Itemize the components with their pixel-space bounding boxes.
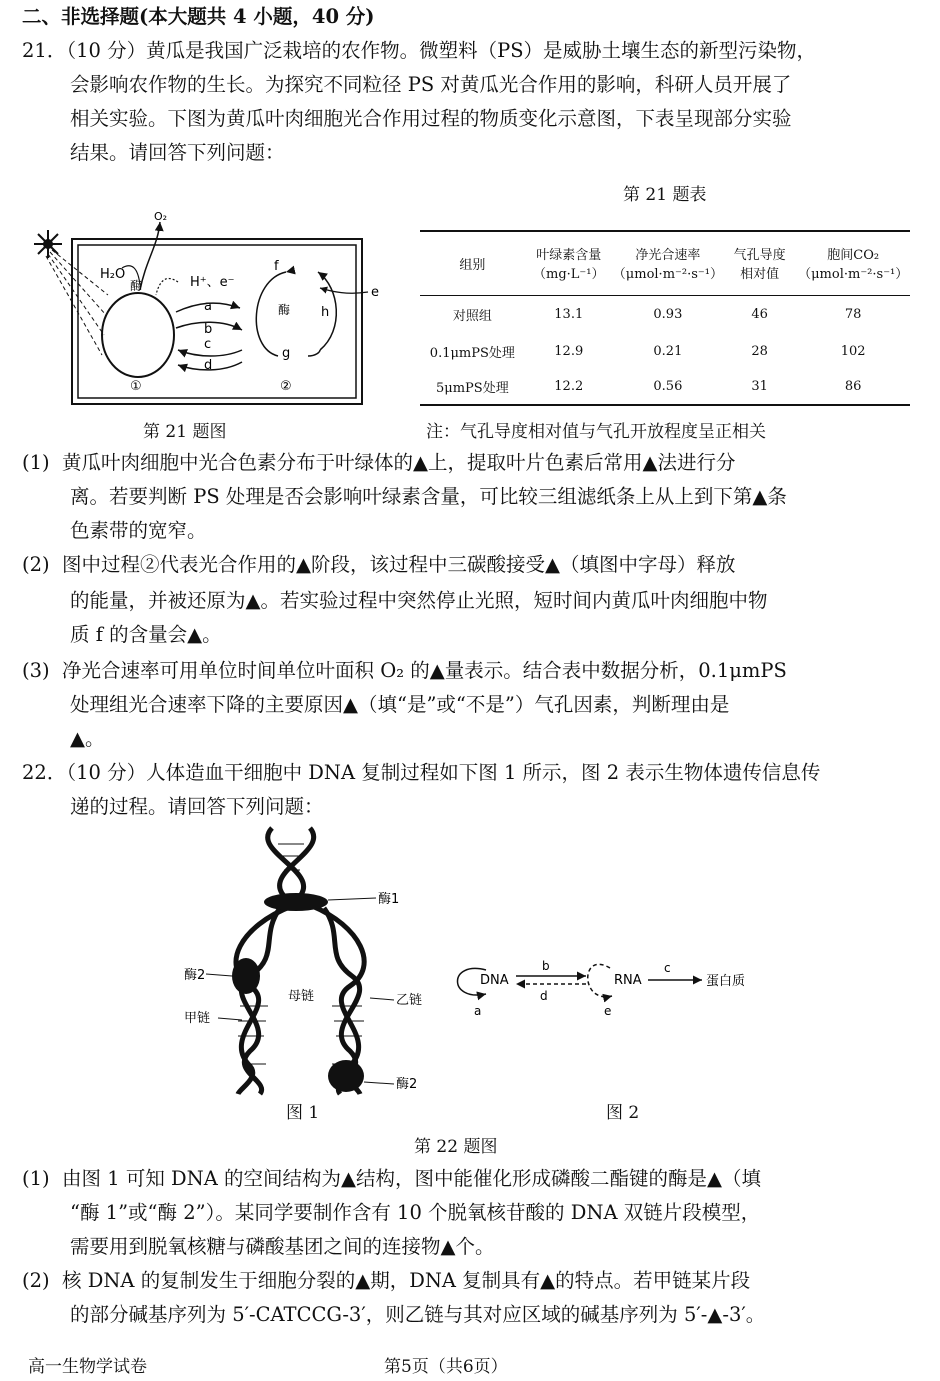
protein-label: 蛋白质: [706, 974, 746, 989]
yi-chain-label: 乙链: [396, 993, 423, 1008]
q22-2-line-2: 的部分碱基序列为 5′-CATCCG-3′，则乙链与其对应区域的碱基序列为 5′-▲-3′。: [70, 1303, 766, 1326]
label-d: d: [204, 358, 213, 373]
h2o-label: H₂O: [100, 267, 126, 282]
th-pn: 净光合速率: [635, 248, 701, 264]
fig1-caption: 图 1: [286, 1103, 320, 1123]
q21-table: [420, 230, 910, 406]
enzyme-1-shape: [264, 893, 328, 911]
table-cell: 0.56: [653, 379, 683, 394]
dna-label: DNA: [480, 973, 509, 988]
q21-1-line-1: 黄瓜叶肉细胞中光合色素分布于叶绿体的▲上，提取叶片色素后常用▲法进行分: [62, 451, 736, 474]
table-cell: 5μmPS处理: [436, 381, 509, 396]
fig2-caption: 图 2: [606, 1103, 640, 1123]
q21-1-line-2: 离。若要判断 PS 处理是否会影响叶绿素含量，可比较三组滤纸条上从上到下第▲条: [70, 485, 787, 508]
label-g: g: [282, 346, 291, 361]
th-chl: 叶绿素含量: [536, 248, 602, 264]
jia-chain-label: 甲链: [184, 1011, 211, 1026]
th-group: 组别: [459, 257, 486, 273]
q22-1-num: (1): [22, 1167, 50, 1190]
q21-2-line-1: 图中过程②代表光合作用的▲阶段，该过程中三碳酸接受▲（填图中字母）释放: [62, 553, 736, 576]
q22-1-line-2: “酶 1”或“酶 2”）。某同学要制作含有 10 个脱氧核苷酸的 DNA 双链片段模型，: [70, 1201, 761, 1224]
enzyme-2-left-label: 酶2: [184, 968, 206, 983]
table-cell: 28: [751, 343, 768, 359]
label-a: a: [204, 299, 212, 314]
q21-3-line-1: 净光合速率可用单位时间单位叶面积 O₂ 的▲量表示。结合表中数据分析，0.1μmPS: [62, 659, 787, 682]
q22-1-line-3: 需要用到脱氧核糖与磷酸基团之间的连接物▲个。: [70, 1235, 495, 1258]
label-b: b: [204, 322, 213, 337]
q22-stem-2: 递的过程。请回答下列问题：: [70, 795, 324, 818]
q21-stem-3: 相关实验。下图为黄瓜叶肉细胞光合作用过程的物质变化示意图，下表呈现部分实验: [70, 107, 792, 130]
th-pn-unit: （μmol·m⁻²·s⁻¹）: [612, 267, 723, 283]
q21-3-line-3: ▲。: [70, 727, 105, 750]
process-2-label: ②: [280, 379, 292, 394]
th-ci-unit: （μmol·m⁻²·s⁻¹）: [798, 267, 909, 283]
table-cell: 31: [751, 379, 768, 394]
table-cell: 0.1μmPS处理: [429, 345, 515, 361]
table-cell: 0.21: [653, 343, 683, 359]
q21-table-note: 注：气孔导度相对值与气孔开放程度呈正相关: [426, 422, 766, 442]
th-ci: 胞间CO₂: [827, 248, 880, 264]
fig2-c-label: c: [664, 961, 671, 975]
q21-photosynthesis-diagram: [28, 200, 379, 405]
enzyme-2-bottom-label: 酶2: [396, 1077, 418, 1092]
label-h: h: [321, 305, 330, 320]
table-cell: 78: [844, 306, 862, 322]
table-cell: 13.1: [554, 306, 584, 322]
q21-1-line-3: 色素带的宽窄。: [70, 519, 207, 542]
enzyme-1-label: 酶1: [378, 892, 400, 907]
label-f: f: [274, 259, 279, 274]
q21-2-line-2: 的能量，并被还原为▲。若实验过程中突然停止光照，短时间内黄瓜叶肉细胞中物: [70, 589, 768, 612]
fig2-a-label: a: [474, 1004, 482, 1018]
h-e-label: H⁺、e⁻: [190, 275, 235, 290]
footer-page: 第5页（共6页）: [384, 1357, 508, 1377]
table-cell: 12.9: [554, 343, 584, 359]
rna-label: RNA: [614, 973, 642, 988]
q21-stem-4: 结果。请回答下列问题：: [70, 141, 285, 164]
q21-2-num: (2): [22, 553, 50, 576]
q21-3-num: (3): [22, 659, 50, 682]
q21-stem-1: 21．（10 分）黄瓜是我国广泛栽培的农作物。微塑料（PS）是威胁土壤生态的新型污染物，: [22, 39, 817, 62]
q22-figure-caption: 第 22 题图: [414, 1137, 498, 1157]
q21-3-line-2: 处理组光合速率下降的主要原因▲（填“是”或“不是”）气孔因素，判断理由是: [70, 693, 730, 716]
o2-label: O₂: [154, 210, 168, 223]
table-cell: 102: [840, 343, 866, 359]
q22-2-num: (2): [22, 1269, 50, 1292]
q22-stem-1: 22．（10 分）人体造血干细胞中 DNA 复制过程如下图 1 所示，图 2 表示生物体遗传信息传: [22, 761, 821, 784]
q21-1-num: (1): [22, 451, 50, 474]
enzyme-label-2: 酶: [278, 303, 291, 317]
q21-2-line-3: 质 f 的含量会▲。: [70, 623, 222, 646]
q21-figure-caption: 第 21 题图: [143, 422, 227, 442]
mother-chain-label: 母链: [288, 989, 315, 1004]
fig2-d-label: d: [540, 989, 548, 1003]
th-gs-unit: 相对值: [740, 267, 780, 283]
table-cell: 46: [751, 306, 768, 322]
q22-figure-2-central-dogma: [452, 940, 762, 1020]
th-gs: 气孔导度: [733, 248, 786, 264]
q22-1-line-1: 由图 1 可知 DNA 的空间结构为▲结构，图中能催化形成磷酸二酯键的酶是▲（填: [62, 1167, 762, 1190]
enzyme-label-1: 酶: [130, 279, 143, 293]
table-cell: 0.93: [653, 306, 683, 322]
th-chl-unit: （mg·L⁻¹）: [533, 267, 605, 283]
enzyme-2-bottom-shape: [328, 1060, 364, 1092]
enzyme-2-left-shape: [232, 958, 260, 994]
process-1-label: ①: [130, 379, 142, 394]
q21-stem-2: 会影响农作物的生长。为探究不同粒径 PS 对黄瓜光合作用的影响，科研人员开展了: [70, 73, 792, 96]
q22-figure-1-dna-replication: [180, 826, 440, 1096]
footer-left: 高一生物学试卷: [28, 1357, 147, 1377]
table-cell: 对照组: [452, 308, 492, 324]
q21-table-title: 第 21 题表: [623, 185, 707, 205]
q22-2-line-1: 核 DNA 的复制发生于细胞分裂的▲期，DNA 复制具有▲的特点。若甲链某片段: [62, 1269, 751, 1292]
sun-icon: [34, 230, 62, 258]
fig2-b-label: b: [542, 959, 550, 973]
table-cell: 86: [844, 379, 862, 394]
fig2-e-label: e: [604, 1004, 612, 1018]
table-cell: 12.2: [554, 379, 584, 394]
label-e: e: [371, 285, 379, 300]
label-c: c: [204, 337, 212, 352]
section-header: 二、非选择题(本大题共 4 小题，40 分): [22, 5, 375, 28]
